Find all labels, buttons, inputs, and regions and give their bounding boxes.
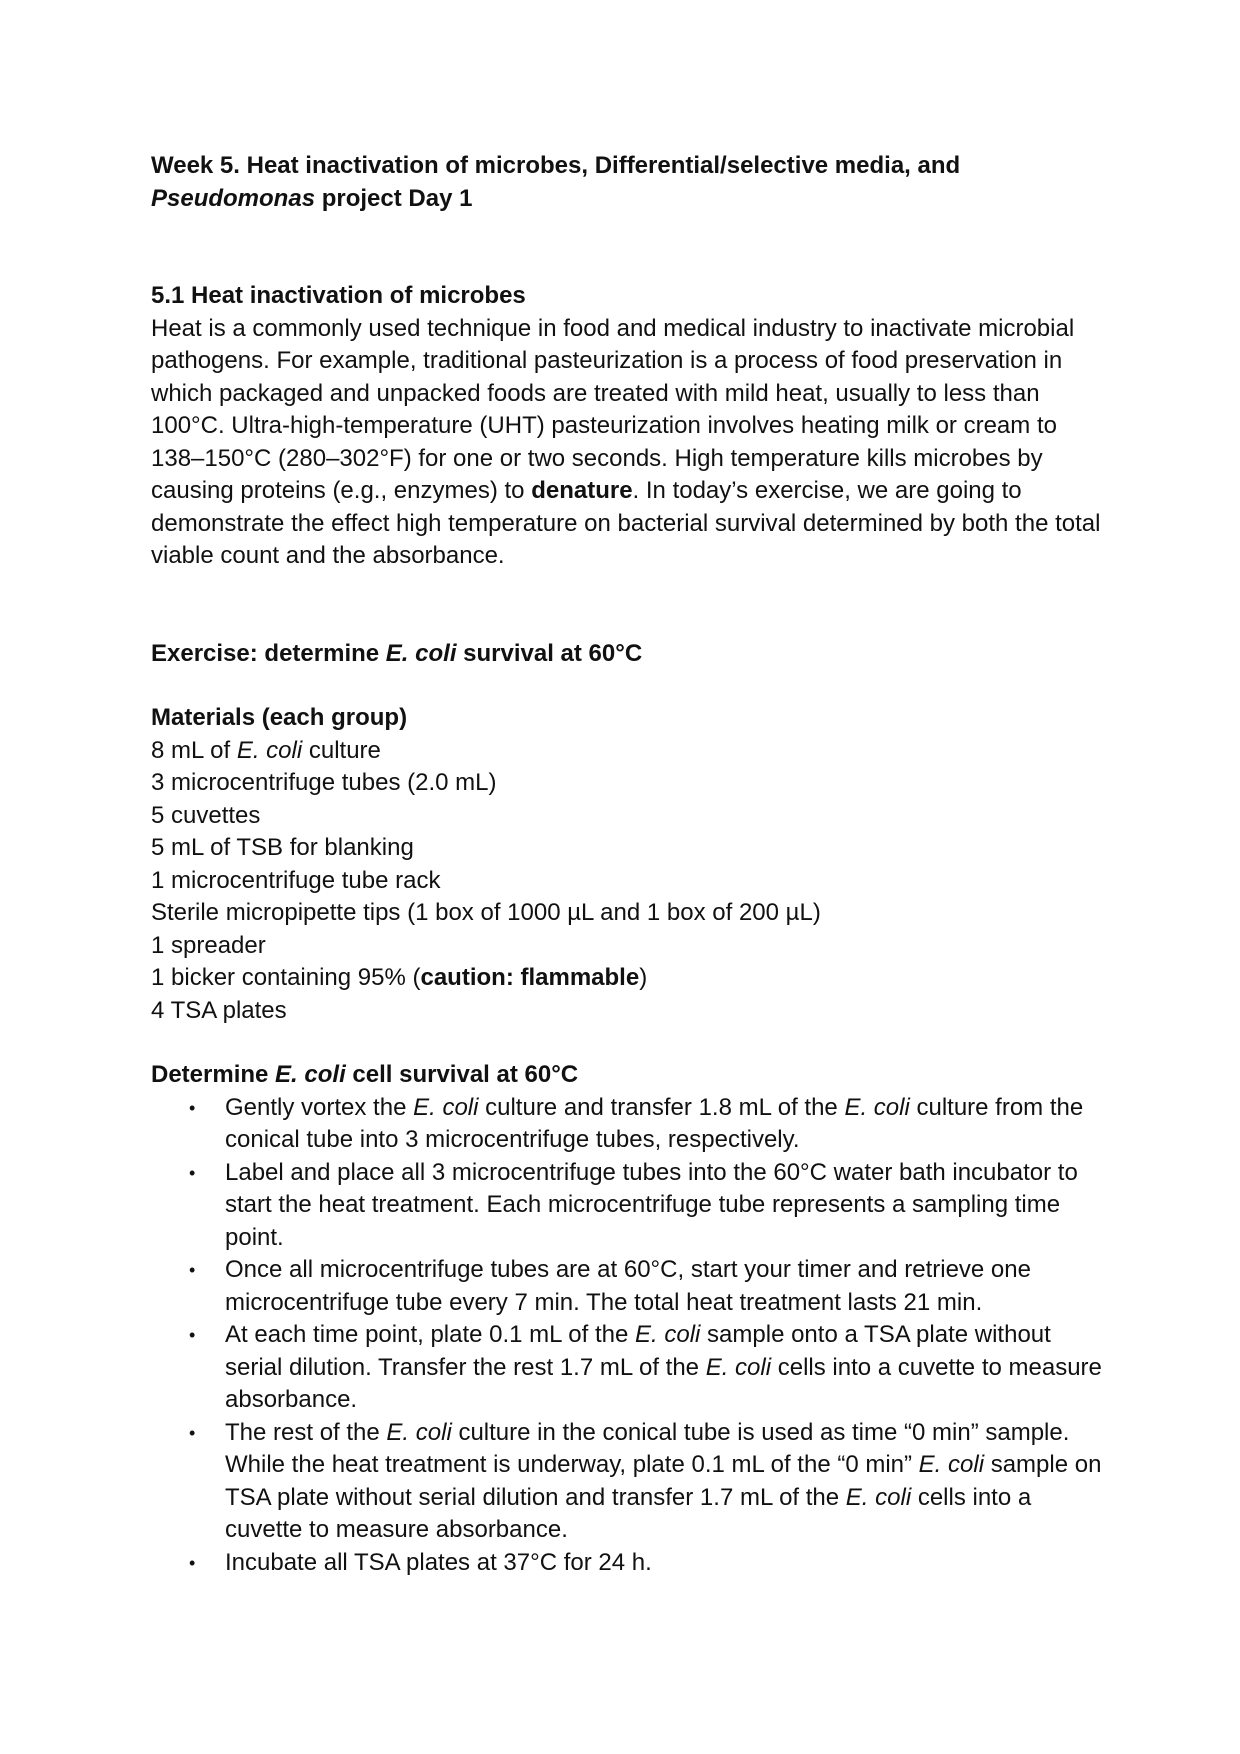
bullet-icon: • [189,1162,196,1183]
section-5-1-paragraph [151,313,1111,573]
step-text: culture from the conical tube into 3 microcentrifuge tubes, respectively. [225,1093,1084,1153]
materials-item: 1 microcentrifuge tube rack [151,866,441,894]
materials-item-organism: E. coli [236,736,303,764]
step-text: Label and place all 3 microcentrifuge tubes into the 60°C water bath incubator to start the heat treatment. Each microcentrifuge tube represents a sampling time point. [225,1158,1078,1251]
step-text: At each time point, plate 0.1 mL of the [225,1321,636,1348]
list-item [151,1254,1111,1319]
materials-item [151,962,1111,995]
materials-item [151,735,1111,768]
materials-item: Sterile micropipette tips (1 box of 1000 µL and 1 box of 200 µL) [151,899,821,926]
materials-item-text-end: culture [302,736,381,764]
materials-item: 5 mL of TSB for blanking [151,834,414,861]
title-line-2-rest: project Day 1 [315,184,473,212]
title-line-1: Week 5. Heat inactivation of microbes, Differential/selective media, and [151,152,961,179]
procedure-steps [151,1092,1111,1580]
step-text: sample on TSA plate without serial dilution and transfer 1.7 mL of the [225,1451,1102,1511]
list-item [151,1417,1111,1547]
step-organism: E. coli [705,1353,772,1381]
materials-item-text: 8 mL of [151,736,237,764]
determine-heading-organism: E. coli [275,1061,346,1088]
step-text: culture and transfer 1.8 mL of the [478,1093,845,1121]
determine-heading-text-end: cell survival at 60°C [345,1061,579,1088]
denature-term: denature [531,477,633,504]
document-title [151,150,1111,215]
step-text: Once all microcentrifuge tubes are at 60°C, start your timer and retrieve one microcentrifuge tube every 7 min. The total heat treatment lasts 21 min. [225,1256,1031,1316]
step-organism: E. coli [386,1418,452,1446]
materials-item: 3 microcentrifuge tubes (2.0 mL) [151,769,497,796]
materials-list [151,735,1111,1028]
exercise-heading [151,638,1111,671]
section-5-1-heading: 5.1 Heat inactivation of microbes [151,282,526,309]
step-organism: E. coli [845,1483,912,1511]
materials-item: 4 TSA plates [151,996,287,1024]
title-organism: Pseudomonas [151,184,316,212]
bullet-icon: • [189,1422,196,1443]
document-page [151,150,1111,1579]
exercise-heading-text: Exercise: determine [151,639,386,667]
materials-item-text: 1 bicker containing 95% ( [151,964,421,991]
list-item [151,1157,1111,1255]
materials-item-text-end: ) [639,964,648,991]
list-item [151,1547,1111,1580]
exercise-heading-organism: E. coli [385,639,457,667]
exercise-heading-text-end: survival at 60°C [456,639,643,667]
materials-item: 5 cuvettes [151,801,261,829]
list-item [151,1319,1111,1417]
list-item [151,1092,1111,1157]
bullet-icon: • [189,1097,196,1118]
step-organism: E. coli [918,1451,985,1478]
bullet-icon: • [189,1552,196,1573]
step-text: cells into a cuvette to measure absorbance. [225,1353,1102,1413]
step-organism: E. coli [413,1093,479,1121]
bullet-icon: • [189,1260,196,1280]
paragraph-text: Heat is a commonly used technique in food and medical industry to inactivate microbial pathogens. For example, traditional pasteurization is a process of food preservation in which packaged and unpacked foods are treated with mild heat, usually to less than 100°C. Ultra-high-temperature (UHT) pasteurization involves heating milk or cream to 138–150°C (280–302°F) for one or two seconds. High temperature kills microbes by causing proteins (e.g., enzymes) to [151,314,1075,504]
step-text: sample onto a TSA plate without serial dilution. Transfer the rest 1.7 mL of the [225,1321,1051,1381]
step-text: culture in the conical tube is used as time “0 min” sample. While the heat treatment is underway, plate 0.1 mL of the “0 min” [225,1418,1070,1478]
step-text: cells into a cuvette to measure absorbance. [225,1483,1032,1543]
bullet-icon: • [189,1325,196,1345]
step-text: The rest of the [225,1418,387,1446]
determine-heading-text: Determine [151,1061,276,1088]
step-text: Incubate all TSA plates at 37°C for 24 h. [225,1548,652,1576]
materials-item: 1 spreader [151,931,266,959]
materials-heading: Materials (each group) [151,704,408,731]
paragraph-text-end: . In today’s exercise, we are going to demonstrate the effect high temperature on bacterial survival determined by both the total viable count and the absorbance. [151,477,1101,569]
determine-heading [151,1059,1111,1092]
step-text: Gently vortex the [225,1093,414,1121]
step-organism: E. coli [635,1321,701,1348]
step-organism: E. coli [844,1093,910,1121]
caution-text: caution: flammable [420,964,640,991]
